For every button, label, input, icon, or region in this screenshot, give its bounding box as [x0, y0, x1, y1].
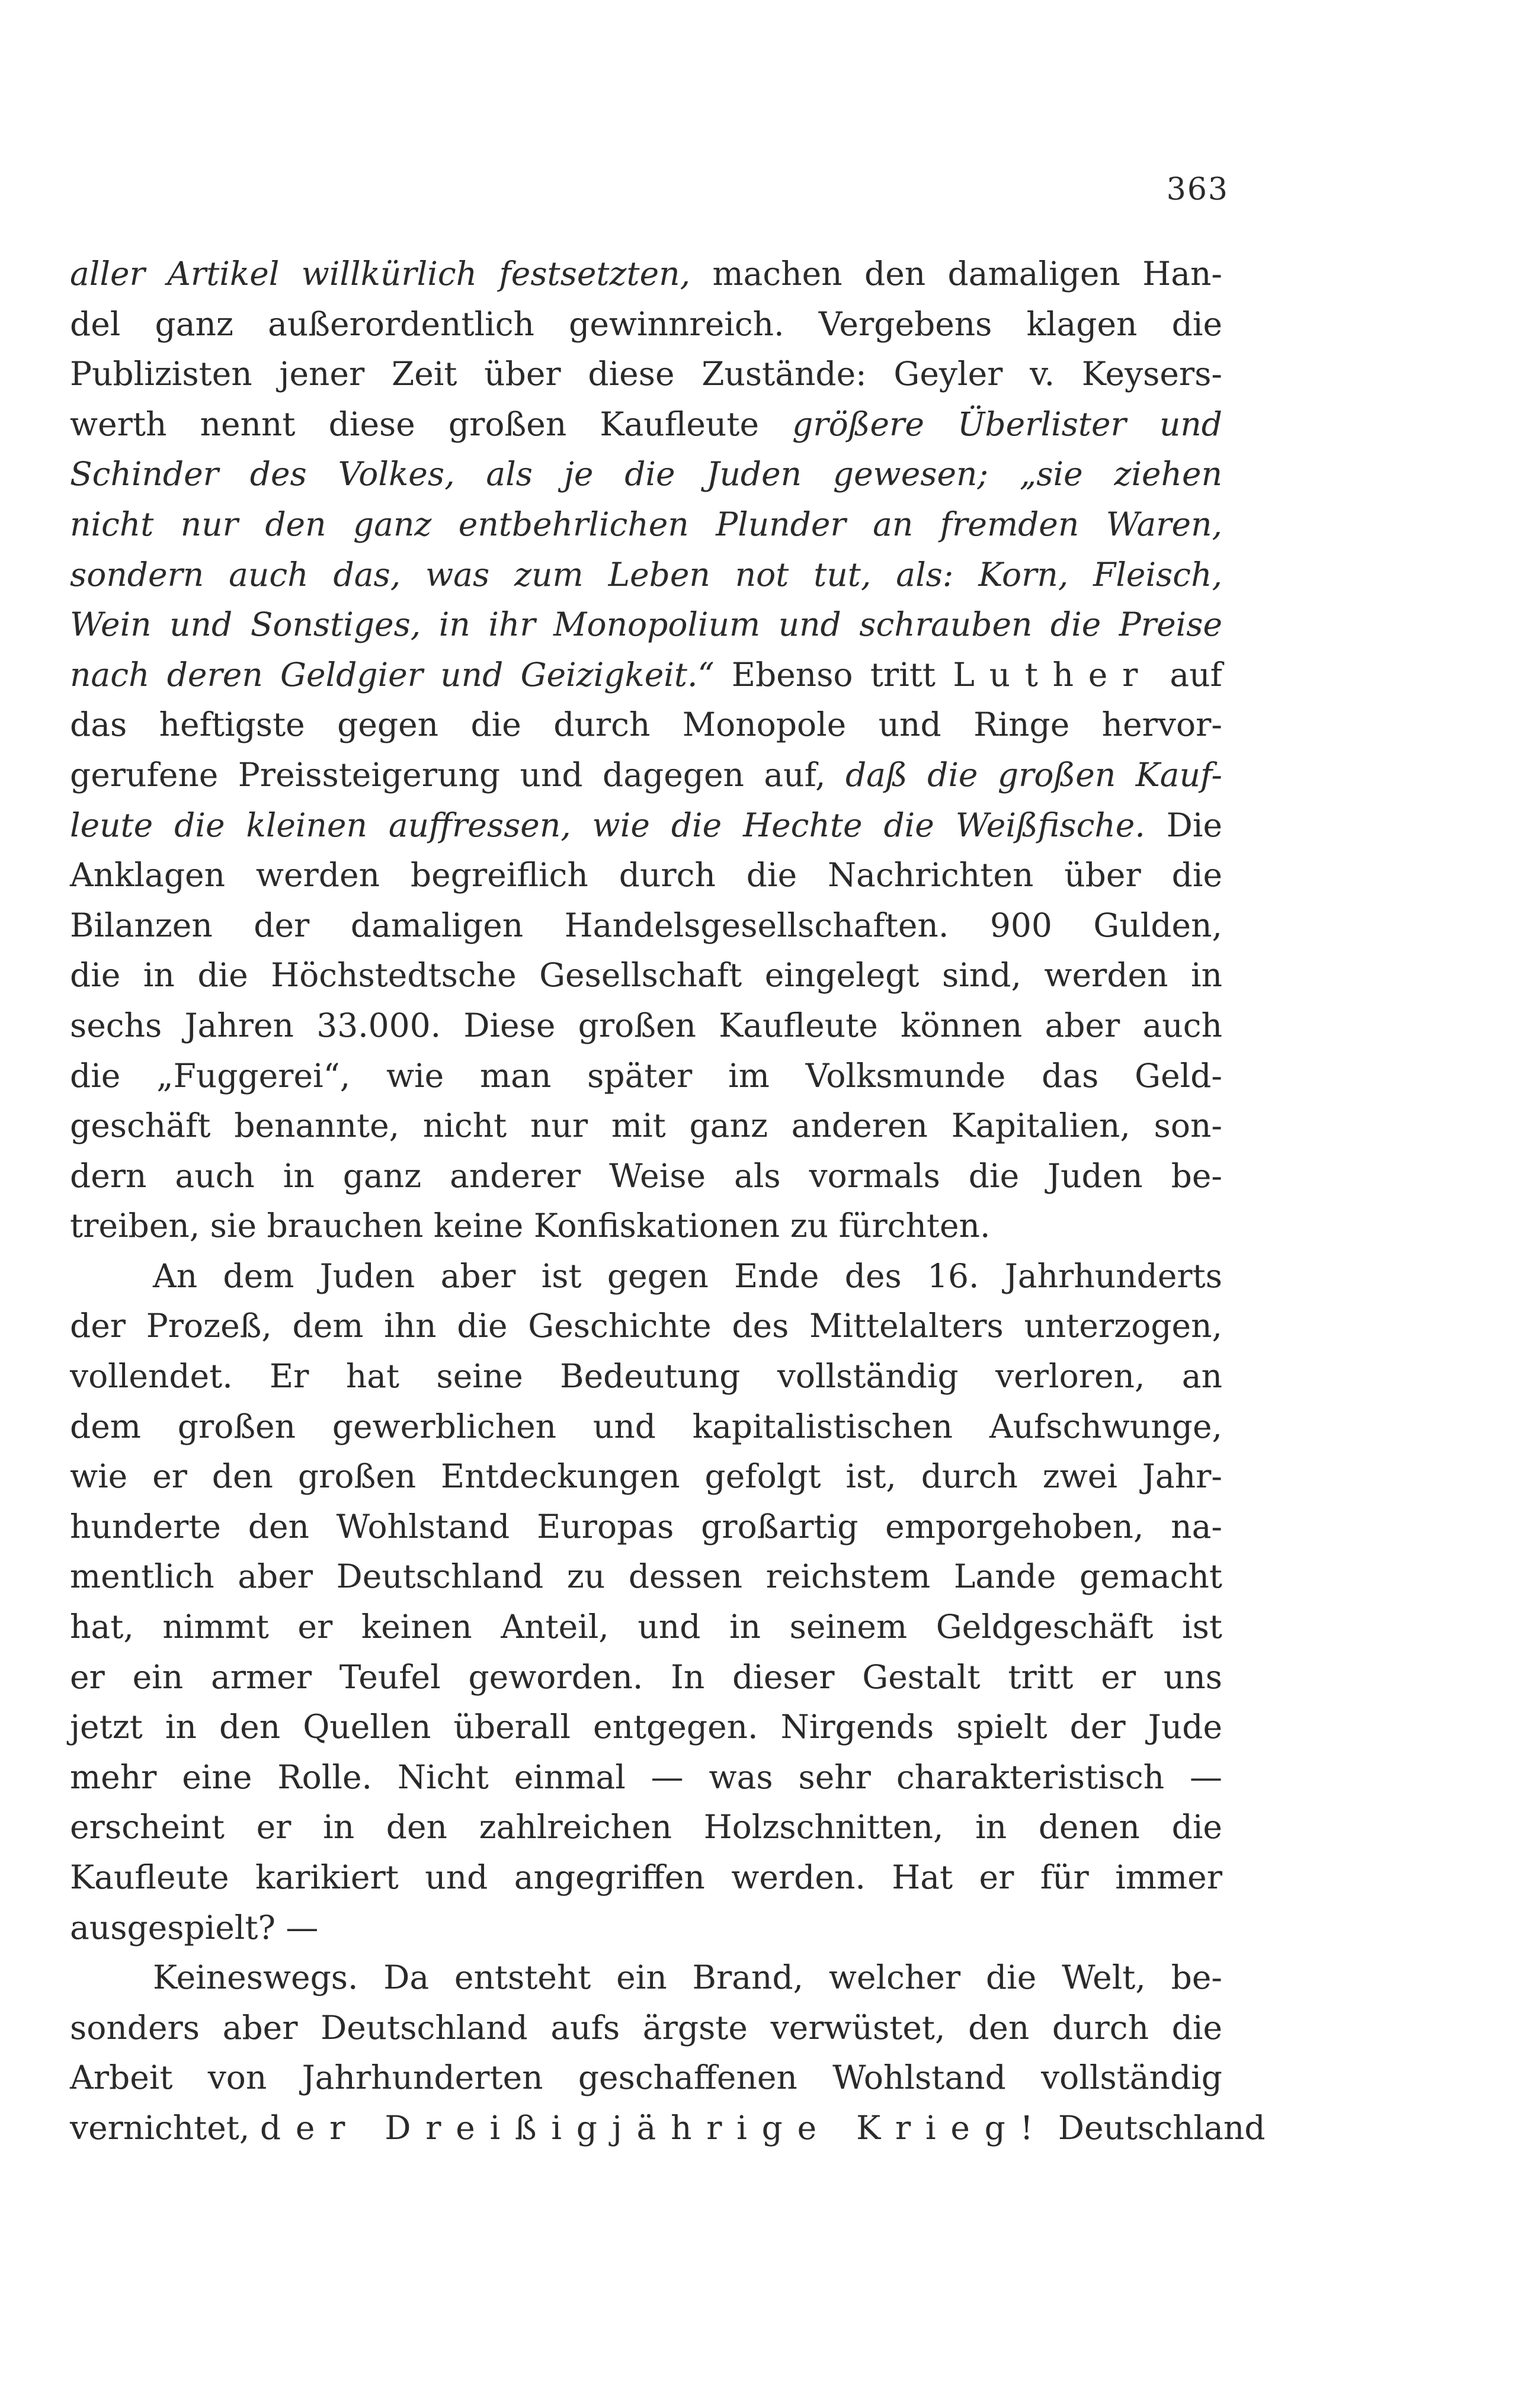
text-segment: dern auch in ganz anderer Weise als vormals die Juden be-: [70, 1156, 1222, 1195]
text-segment: Keineswegs. Da entsteht ein Brand, welcher die Welt, be-: [153, 1958, 1222, 1997]
text-line: [70, 1903, 1222, 1953]
text-segment: die „Fuggerei“, wie man später im Volksmunde das Geld-: [70, 1056, 1222, 1095]
text-line: [70, 1852, 1222, 1903]
text-line: [70, 349, 1222, 399]
text-segment: Kaufleute karikiert und angegriffen werden. Hat er für immer: [70, 1858, 1222, 1896]
text-line: [70, 2053, 1222, 2103]
page-number: 363: [1166, 172, 1229, 207]
text-segment: hat, nimmt er keinen Anteil, und in seinem Geldgeschäft ist: [70, 1608, 1222, 1646]
text-line: [70, 249, 1222, 299]
text-line: [70, 1402, 1222, 1452]
text-line: [70, 1952, 1222, 2003]
text-line: [70, 1702, 1222, 1752]
italic-text: aller Artikel willkürlich festsetzten,: [70, 255, 691, 293]
text-line: [70, 1301, 1222, 1351]
text-line: [70, 900, 1222, 951]
text-segment: die in die Höchstedtsche Gesellschaft eingelegt sind, werden in: [70, 956, 1222, 995]
text-line: [70, 2003, 1222, 2053]
italic-text: nicht nur den ganz entbehrlichen Plunder an fremden Waren,: [70, 505, 1222, 543]
text-segment: mentlich aber Deutschland zu dessen reichstem Lande gemacht: [70, 1557, 1222, 1596]
text-segment: der Prozeß, dem ihn die Geschichte des Mittelalters unterzogen,: [70, 1307, 1222, 1345]
text-line: [70, 1551, 1222, 1602]
text-segment: erscheint er in den zahlreichen Holzschnitten, in denen die: [70, 1808, 1222, 1846]
text-segment: Die: [1145, 806, 1223, 844]
text-segment: ausgespielt? —: [70, 1908, 319, 1947]
body-text: [70, 249, 1266, 2153]
text-line: [70, 1151, 1222, 1201]
text-segment: Arbeit von Jahrhunderten geschaffenen Wohlstand vollständig: [70, 2058, 1222, 2097]
text-line: [70, 599, 1222, 650]
text-segment: Publizisten jener Zeit über diese Zustände: Geyler v. Keysers-: [70, 355, 1222, 393]
text-segment: sechs Jahren 33.000. Diese großen Kaufleute können aber auch: [70, 1006, 1222, 1044]
text-segment: gerufene Preissteigerung und dagegen auf,: [70, 755, 845, 794]
spaced-text: der Dreißigjährige Krieg!: [260, 2108, 1048, 2147]
text-segment: mehr eine Rolle. Nicht einmal — was sehr charakteristisch —: [70, 1758, 1222, 1796]
text-line: [70, 1351, 1222, 1402]
italic-text: leute die kleinen auffressen, wie die Hechte die Weißfische.: [70, 806, 1145, 844]
text-line: [70, 1251, 1222, 1301]
text-segment: treiben, sie brauchen keine Konfiskationen zu fürchten.: [70, 1207, 991, 1245]
text-segment: Deutschland: [1048, 2108, 1266, 2147]
text-segment: auf: [1152, 655, 1222, 694]
italic-text: daß die großen Kauf-: [845, 755, 1222, 794]
text-line: [70, 1502, 1222, 1552]
text-line: [70, 750, 1222, 800]
text-line: [70, 1652, 1222, 1702]
text-line: [70, 700, 1222, 750]
text-segment: Ebenso tritt: [714, 655, 953, 694]
text-line: [70, 1201, 1222, 1251]
text-line: [70, 950, 1222, 1001]
text-segment: sonders aber Deutschland aufs ärgste verwüstet, den durch die: [70, 2008, 1222, 2047]
text-segment: dem großen gewerblichen und kapitalistischen Aufschwunge,: [70, 1407, 1222, 1445]
italic-text: sondern auch das, was zum Leben not tut, als: Korn, Fleisch,: [70, 555, 1222, 594]
text-segment: Anklagen werden begreiflich durch die Nachrichten über die: [70, 856, 1222, 894]
text-line: [70, 449, 1222, 499]
text-line: [70, 299, 1222, 350]
text-line: [70, 550, 1222, 600]
text-line: [70, 1451, 1222, 1502]
italic-text: Wein und Sonstiges, in ihr Monopolium und schrauben die Preise: [70, 605, 1222, 644]
text-line: [70, 1602, 1222, 1652]
spaced-text: Luther: [953, 655, 1153, 694]
text-segment: wie er den großen Entdeckungen gefolgt ist, durch zwei Jahr-: [70, 1457, 1222, 1496]
text-line: [70, 1051, 1222, 1101]
text-segment: hunderte den Wohlstand Europas großartig emporgehoben, na-: [70, 1507, 1222, 1546]
text-line: [70, 650, 1222, 700]
text-segment: vollendet. Er hat seine Bedeutung vollständig verloren, an: [70, 1357, 1222, 1396]
italic-text: größere Überlister und: [792, 405, 1222, 443]
text-segment: An dem Juden aber ist gegen Ende des 16. Jahrhunderts: [153, 1256, 1222, 1295]
text-segment: machen den damaligen Han-: [690, 255, 1222, 293]
text-segment: Bilanzen der damaligen Handelsgesellschaften. 900 Gulden,: [70, 906, 1222, 944]
text-segment: das heftigste gegen die durch Monopole und Ringe hervor-: [70, 706, 1222, 744]
text-segment: del ganz außerordentlich gewinnreich. Vergebens klagen die: [70, 304, 1222, 343]
text-line: [70, 800, 1222, 851]
text-line: [70, 1101, 1222, 1151]
text-segment: geschäft benannte, nicht nur mit ganz anderen Kapitalien, son-: [70, 1107, 1222, 1145]
text-segment: vernichtet,: [70, 2108, 260, 2147]
text-line: [70, 499, 1222, 550]
italic-text: nach deren Geldgier und Geizigkeit.“: [70, 655, 715, 694]
text-line: [70, 1752, 1222, 1803]
text-line: [70, 1802, 1222, 1852]
text-segment: jetzt in den Quellen überall entgegen. Nirgends spielt der Jude: [70, 1708, 1222, 1746]
text-line: [70, 2103, 1266, 2153]
text-line: [70, 399, 1222, 450]
text-line: [70, 850, 1222, 900]
text-segment: er ein armer Teufel geworden. In dieser Gestalt tritt er uns: [70, 1657, 1222, 1696]
text-segment: werth nennt diese großen Kaufleute: [70, 405, 793, 443]
italic-text: Schinder des Volkes, als je die Juden gewesen; „sie ziehen: [70, 455, 1222, 493]
text-line: [70, 1001, 1222, 1051]
